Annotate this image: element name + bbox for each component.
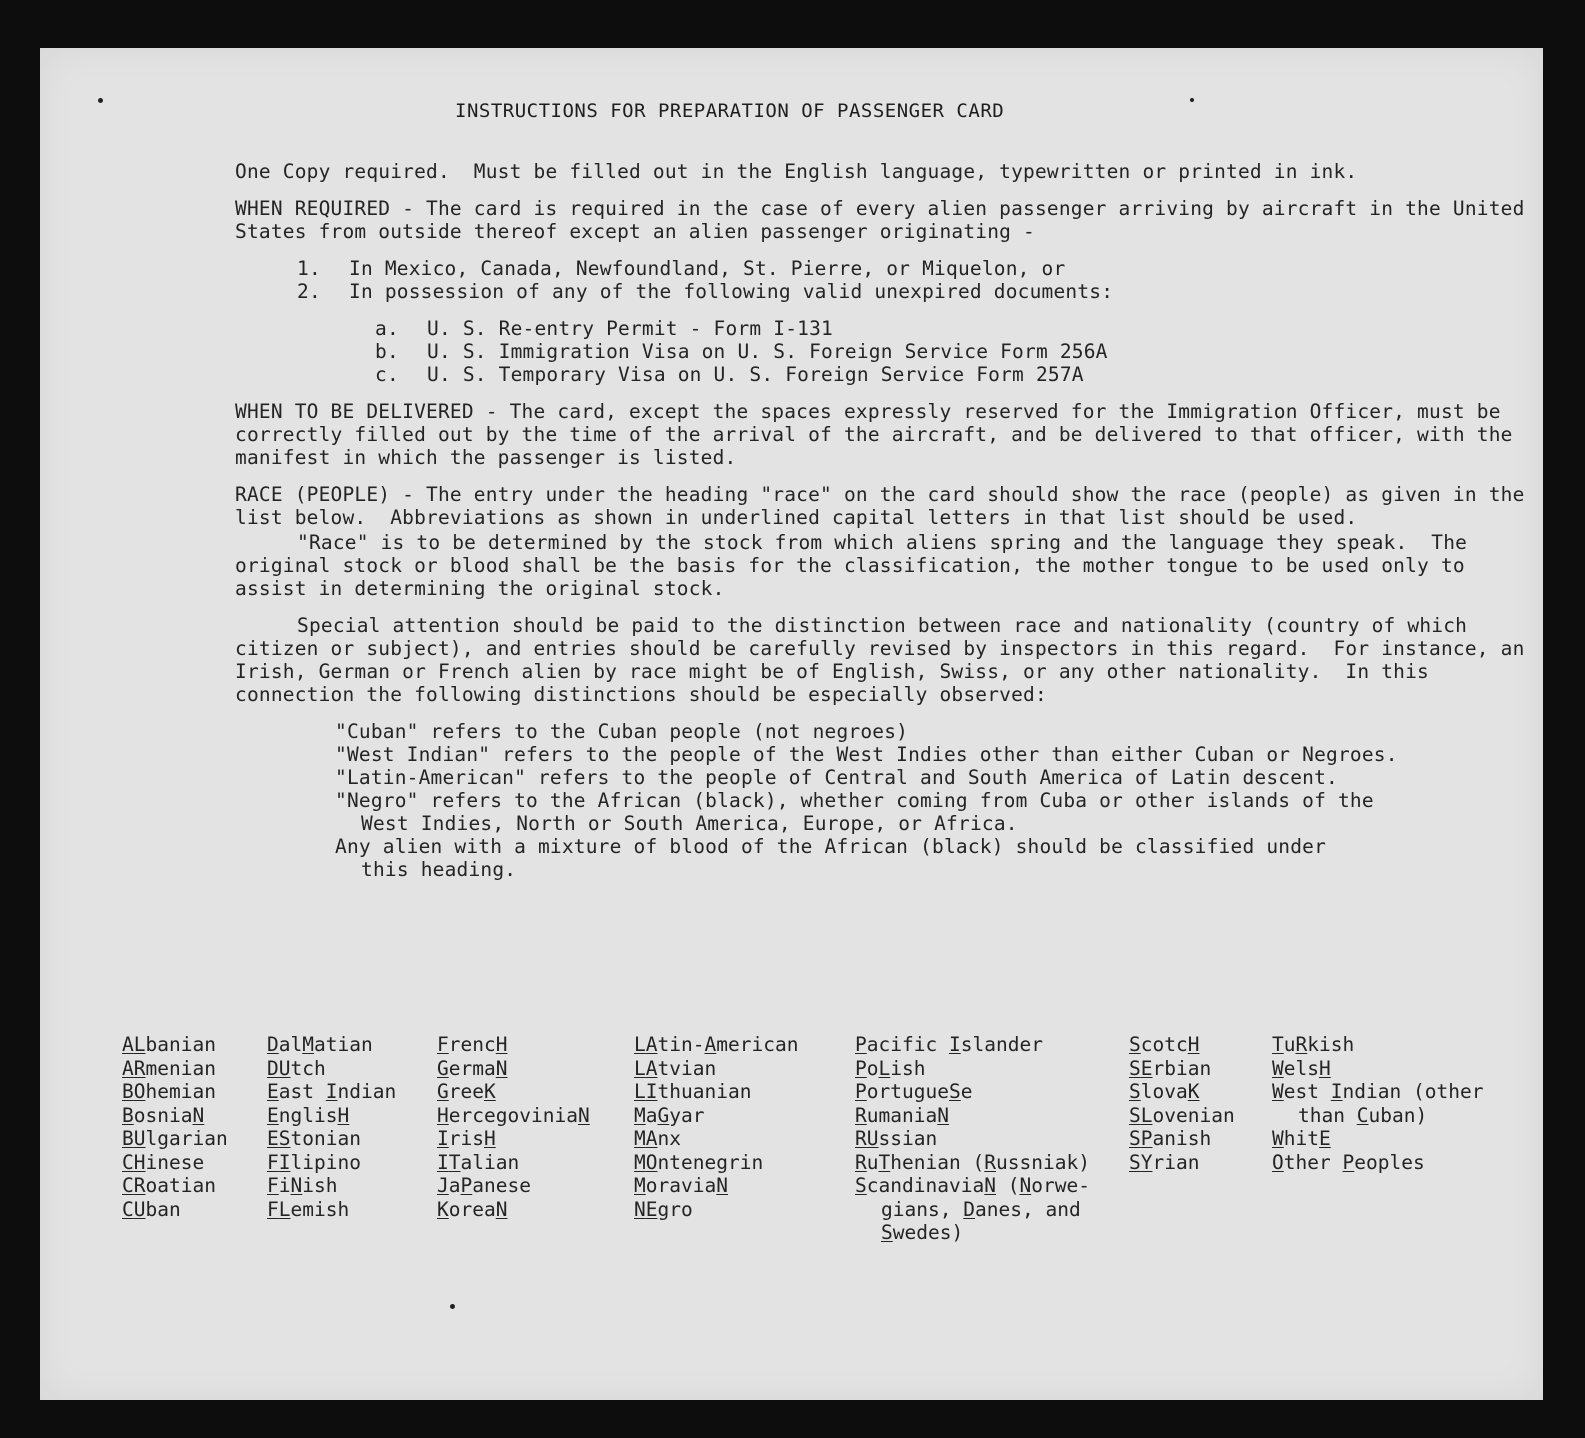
list-item [297, 280, 1525, 303]
list-number: 2. [297, 280, 321, 303]
race-item: ScotcH [1129, 1033, 1200, 1056]
race-item: CHinese [122, 1150, 205, 1174]
paragraph-race-determined: "Race" is to be determined by the stock from which aliens spring and the language they speak. The original stock or blood shall be the basis for the classification, the mother tongue to be used only to assist in determining the original stock. [235, 531, 1480, 600]
race-item: EStonian [267, 1127, 361, 1150]
race-item: SPanish [1129, 1127, 1212, 1150]
race-column-4 [634, 1033, 799, 1221]
distinctions-list [335, 720, 1525, 881]
document-list [375, 317, 1525, 386]
race-item: MaGyar [634, 1103, 705, 1127]
race-item: TuRkish [1272, 1033, 1355, 1056]
race-item: ITalian [437, 1150, 520, 1174]
race-item: MOntenegrin [634, 1150, 764, 1174]
paragraph-when-delivered: WHEN TO BE DELIVERED - The card, except the spaces expressly reserved for the Immigration Officer, must be correctly filled out by the time of the arrival of the aircraft, and be delivered to that officer, with the manifest in which the passenger is listed. [235, 400, 1525, 469]
race-item: gians, Danes, and [881, 1197, 1081, 1221]
race-item: LAtvian [634, 1056, 717, 1080]
list-item [297, 257, 1525, 280]
race-item: ARmenian [122, 1056, 216, 1080]
race-item: ScandinaviaN (Norwe- [855, 1174, 1090, 1197]
race-item: WelsH [1272, 1056, 1331, 1080]
list-item [375, 363, 1525, 386]
race-item: than Cuban) [1298, 1103, 1428, 1127]
distinction-line: "West Indian" refers to the people of the West Indies other than either Cuban or Negroes. [335, 743, 1398, 766]
paragraph-copy: One Copy required. Must be filled out in the English language, typewritten or printed in ink. [235, 160, 1358, 183]
race-column-5 [855, 1033, 1090, 1245]
list-letter: b. [375, 340, 399, 363]
scan-speck [98, 98, 103, 103]
distinction-line: "Cuban" refers to the Cuban people (not negroes) [335, 720, 909, 743]
paragraph-special-attention: Special attention should be paid to the distinction between race and nationality (country of which citizen or subject), and entries should be carefully revised by inspectors in this regard. For instance, an Irish, German or French alien by race might be of English, Swiss, or any other nationality. In this connection the following distinctions should be especially observed: [235, 614, 1537, 706]
race-item: BOhemian [122, 1080, 216, 1103]
list-item [375, 317, 1525, 340]
paragraph-race: RACE (PEOPLE) - The entry under the heading "race" on the card should show the race (people) as given in the list below. Abbreviations as shown in underlined capital letters in that list should be used. [235, 483, 1537, 529]
list-text: U. S. Re-entry Permit - Form I-131 [427, 317, 833, 340]
race-item: FiNish [267, 1174, 338, 1197]
race-item: HercegoviniaN [437, 1103, 590, 1127]
scan-speck [1190, 98, 1194, 102]
race-item: Swedes) [881, 1221, 964, 1244]
race-column-2 [267, 1033, 396, 1221]
race-item: PortugueSe [855, 1080, 973, 1103]
list-letter: c. [375, 363, 399, 386]
race-item: IrisH [437, 1127, 496, 1150]
race-item: Other Peoples [1272, 1150, 1425, 1174]
exception-list [297, 257, 1525, 303]
race-column-7 [1272, 1033, 1484, 1174]
race-column-3 [437, 1033, 590, 1221]
race-item: BosniaN [122, 1103, 205, 1127]
race-item: BUlgarian [122, 1127, 228, 1150]
race-item: NEgro [634, 1197, 693, 1221]
paragraph-when-required: WHEN REQUIRED - The card is required in the case of every alien passenger arriving by aircraft in the United States from outside thereof except an alien passenger originating - [235, 197, 1537, 243]
instructions-body [235, 160, 1537, 881]
race-item: SLovenian [1129, 1103, 1235, 1127]
race-item: RUssian [855, 1127, 938, 1150]
race-item: FIlipino [267, 1150, 361, 1174]
list-text: U. S. Temporary Visa on U. S. Foreign Service Form 257A [427, 363, 1084, 386]
race-item: West Indian (other [1272, 1080, 1484, 1103]
race-item: MAnx [634, 1127, 681, 1150]
distinction-line: this heading. [361, 858, 517, 881]
race-item: WhitE [1272, 1127, 1331, 1150]
race-item: RumaniaN [855, 1103, 949, 1127]
list-item [375, 340, 1525, 363]
race-item: EnglisH [267, 1103, 350, 1127]
distinction-line: West Indies, North or South America, Europe, or Africa. [361, 812, 1018, 835]
race-item: FrencH [437, 1033, 508, 1056]
race-item: SErbian [1129, 1056, 1212, 1080]
race-item: SYrian [1129, 1150, 1200, 1174]
race-item: DalMatian [267, 1033, 373, 1056]
race-item: PoLish [855, 1056, 926, 1080]
race-item: KoreaN [437, 1197, 508, 1221]
list-text: In Mexico, Canada, Newfoundland, St. Pierre, or Miquelon, or [349, 257, 1066, 280]
list-number: 1. [297, 257, 321, 280]
race-item: DUtch [267, 1056, 326, 1080]
list-text: U. S. Immigration Visa on U. S. Foreign Service Form 256A [427, 340, 1108, 363]
distinction-line: "Latin-American" refers to the people of Central and South America of Latin descent. [335, 766, 1338, 789]
document-sheet [40, 48, 1543, 1400]
distinction-line: "Negro" refers to the African (black), whether coming from Cuba or other islands of the [335, 789, 1374, 812]
race-column-6 [1129, 1033, 1235, 1174]
race-item: ALbanian [122, 1033, 216, 1056]
race-item: CRoatian [122, 1174, 216, 1197]
list-text: In possession of any of the following valid unexpired documents: [349, 280, 1114, 303]
race-item: East Indian [267, 1080, 397, 1103]
race-item: LAtin-American [634, 1033, 799, 1056]
distinction-line: Any alien with a mixture of blood of the African (black) should be classified under [335, 835, 1327, 858]
scan-speck [450, 1304, 455, 1309]
race-item: SlovaK [1129, 1080, 1200, 1103]
race-item: RuThenian (Russniak) [855, 1150, 1090, 1174]
list-letter: a. [375, 317, 399, 340]
race-item: GreeK [437, 1080, 496, 1103]
race-item: CUban [122, 1197, 181, 1221]
race-item: FLemish [267, 1197, 350, 1221]
race-item: GermaN [437, 1056, 508, 1080]
race-list [122, 1033, 1542, 1263]
race-item: JaPanese [437, 1174, 531, 1197]
race-column-1 [122, 1033, 228, 1221]
page-title: INSTRUCTIONS FOR PREPARATION OF PASSENGER CARD [455, 100, 1005, 122]
race-item: MoraviaN [634, 1174, 728, 1197]
race-item: LIthuanian [634, 1080, 752, 1103]
race-item: Pacific Islander [855, 1033, 1043, 1056]
